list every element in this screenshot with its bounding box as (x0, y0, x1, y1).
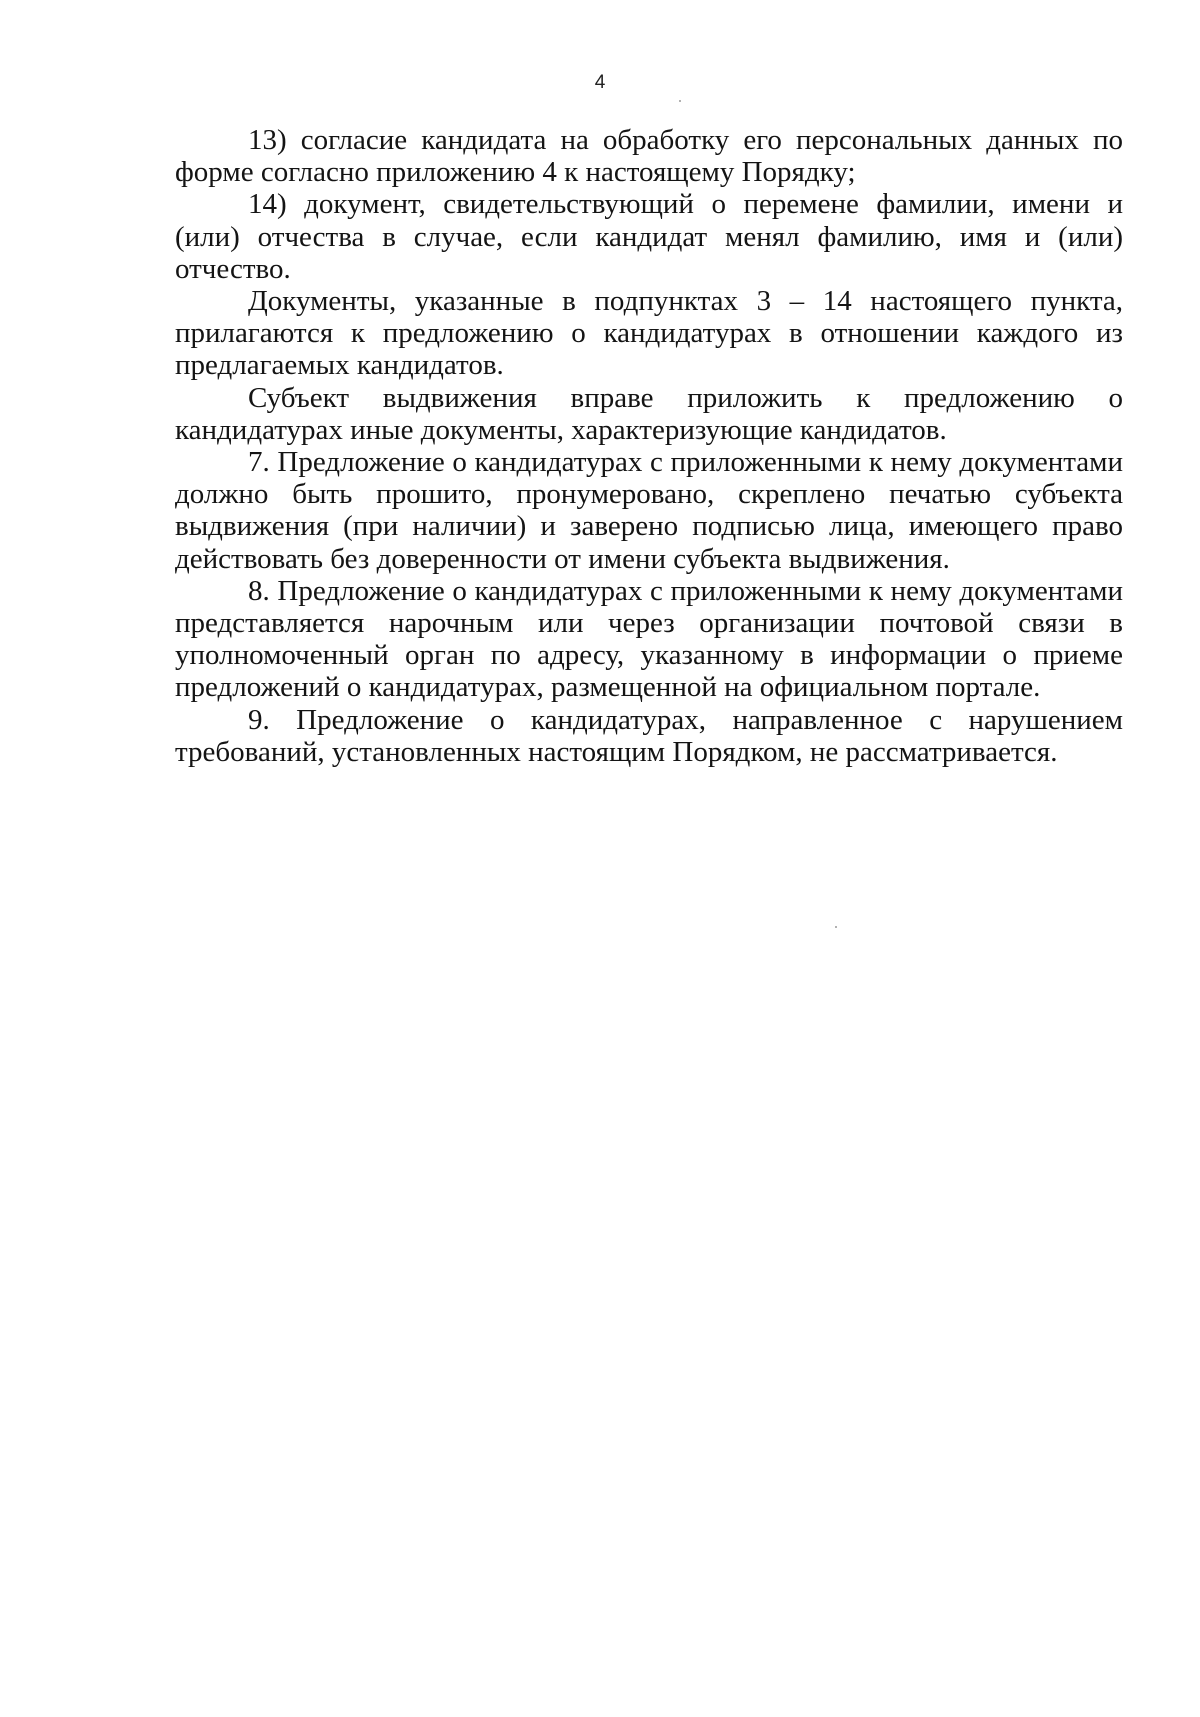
paragraph-item-13: 13) согласие кандидата на обработку его персональных данных по форме согласно приложению 4 к настоящему Порядку; (175, 124, 1123, 189)
paragraph-section-7: 7. Предложение о кандидатурах с приложенными к нему документами должно быть прошито, пронумеровано, скреплено печатью субъекта выдвижения (при наличии) и заверено подписью лица, имеющего право действовать без доверенности от имени субъекта выдвижения. (175, 446, 1123, 575)
page-number: 4 (594, 72, 606, 93)
paragraph-section-8: 8. Предложение о кандидатурах с приложенными к нему документами представляется нарочным или через организации почтовой связи в уполномоченный орган по адресу, указанному в информации о приеме предложений о кандидатурах, размещенной на официальном портале. (175, 574, 1123, 704)
scan-speck (835, 926, 837, 928)
paragraph-documents-attached: Документы, указанные в подпунктах 3 – 14 настоящего пункта, прилагаются к предложению о кандидатурах в отношении каждого из предлагаемых кандидатов. (175, 285, 1123, 382)
paragraph-item-14: 14) документ, свидетельствующий о перемене фамилии, имени и (или) отчества в случае, если кандидат менял фамилию, имя и (или) отчество. (175, 188, 1123, 285)
paragraph-additional-documents: Субъект выдвижения вправе приложить к предложению о кандидатурах иные документы, характеризующие кандидатов. (175, 381, 1123, 446)
document-body (175, 124, 1123, 768)
scan-speck (679, 100, 681, 102)
paragraph-section-9: 9. Предложение о кандидатурах, направленное с нарушением требований, установленных настоящим Порядком, не рассматривается. (175, 703, 1123, 768)
